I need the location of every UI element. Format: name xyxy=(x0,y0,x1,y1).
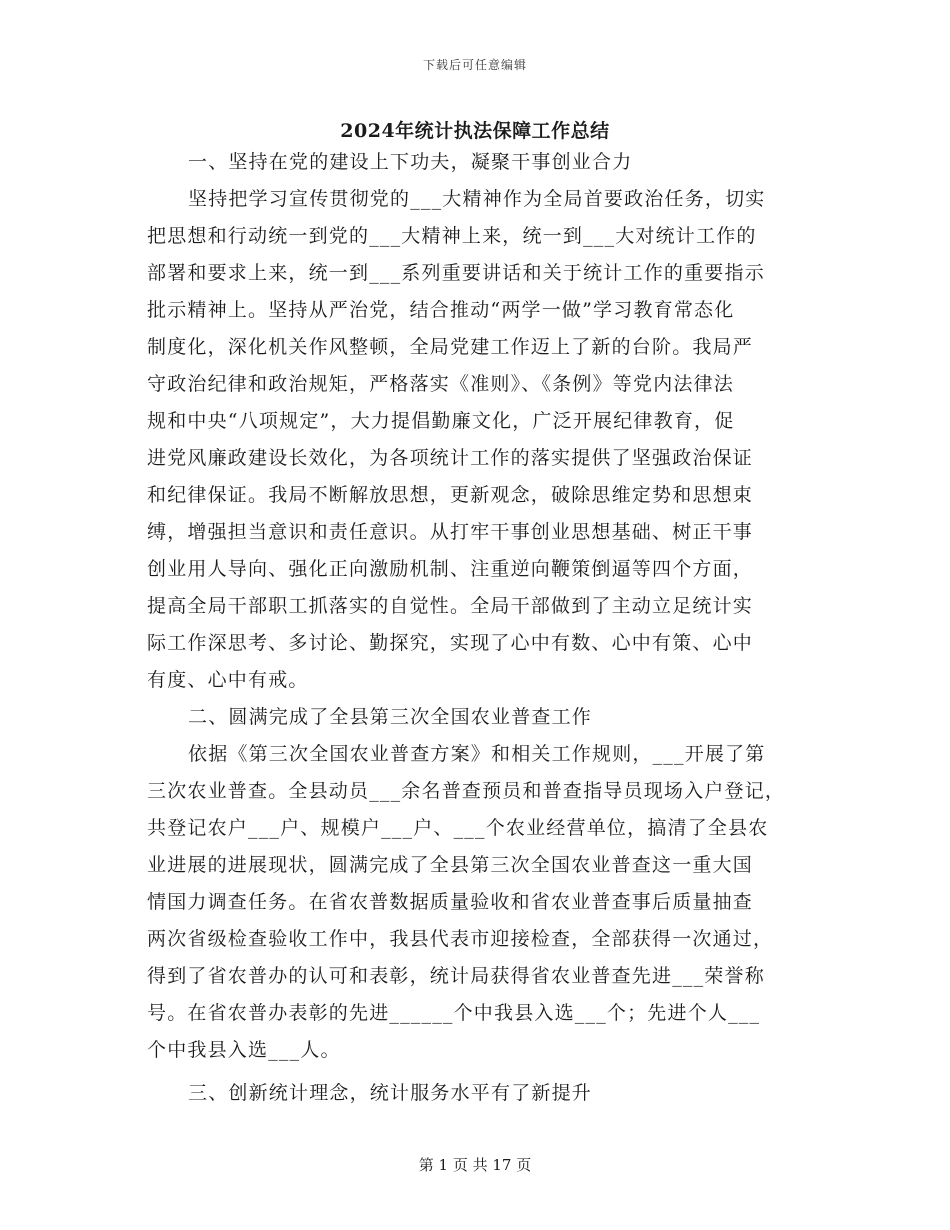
paragraph-line: 和纪律保证。我局不断解放思想，更新观念，破除思维定势和思想束 xyxy=(147,484,754,506)
paragraph-line: 制度化，深化机关作风整顿，全局党建工作迈上了新的台阶。我局严 xyxy=(147,336,754,358)
paragraph-line: 部署和要求上来，统一到___系列重要讲话和关于统计工作的重要指示 xyxy=(147,262,765,284)
paragraph-line: 有度、心中有戒。 xyxy=(147,669,309,691)
paragraph-line: 共登记农户___户、规模户___户、___个农业经营单位，搞清了全县农 xyxy=(147,817,769,839)
paragraph-line: 坚持把学习宣传贯彻党的___大精神作为全局首要政治任务，切实 xyxy=(188,188,766,210)
paragraph-line: 批示精神上。坚持从严治党，结合推动“两学一做”学习教育常态化 xyxy=(147,299,735,321)
paragraph-line: 业进展的进展现状，圆满完成了全县第三次全国农业普查这一重大国 xyxy=(147,854,754,876)
paragraph-line: 号。在省农普办表彰的先进______个中我县入选___个；先进个人___ xyxy=(147,1002,761,1024)
paragraph-line: 际工作深思考、多讨论、勤探究，实现了心中有数、心中有策、心中 xyxy=(147,632,754,654)
paragraph-line: 创业用人导向、强化正向激励机制、注重逆向鞭策倒逼等四个方面， xyxy=(147,558,754,580)
header-note: 下载后可任意编辑 xyxy=(422,58,527,72)
paragraph-line: 规和中央“八项规定”，大力提倡勤廉文化，广泛开展纪律教育，促 xyxy=(147,410,735,432)
paragraph-line: 得到了省农普办的认可和表彰，统计局获得省农业普查先进___荣誉称 xyxy=(147,965,765,987)
paragraph-line: 提高全局干部职工抓落实的自觉性。全局干部做到了主动立足统计实 xyxy=(147,595,754,617)
paragraph-line: 个中我县入选___人。 xyxy=(147,1039,341,1061)
section-heading: 一、坚持在党的建设上下功夫，凝聚干事创业合力 xyxy=(188,151,633,173)
paragraph-line: 缚，增强担当意识和责任意识。从打牢干事创业思想基础、树正干事 xyxy=(147,521,754,543)
paragraph-line: 把思想和行动统一到党的___大精神上来，统一到___大对统计工作的 xyxy=(147,225,757,247)
paragraph-line: 进党风廉政建设长效化，为各项统计工作的落实提供了坚强政治保证 xyxy=(147,447,754,469)
paragraph-line: 两次省级检查验收工作中，我县代表市迎接检查，全部获得一次通过， xyxy=(147,928,774,950)
paragraph-line: 守政治纪律和政治规矩，严格落实《准则》、《条例》等党内法律法 xyxy=(147,373,735,395)
page-footer: 第 1 页 共 17 页 xyxy=(418,1156,532,1174)
paragraph-line: 三次农业普查。全县动员___余名普查预员和普查指导员现场入户登记， xyxy=(147,780,786,802)
section-heading: 三、创新统计理念，统计服务水平有了新提升 xyxy=(188,1082,593,1104)
paragraph-line: 情国力调查任务。在省农普数据质量验收和省农业普查事后质量抽查 xyxy=(147,891,754,913)
document-title: 2024年统计执法保障工作总结 xyxy=(340,120,610,142)
section-heading: 二、圆满完成了全县第三次全国农业普查工作 xyxy=(188,706,593,728)
paragraph-line: 依据《第三次全国农业普查方案》和相关工作规则，___开展了第 xyxy=(188,743,766,765)
